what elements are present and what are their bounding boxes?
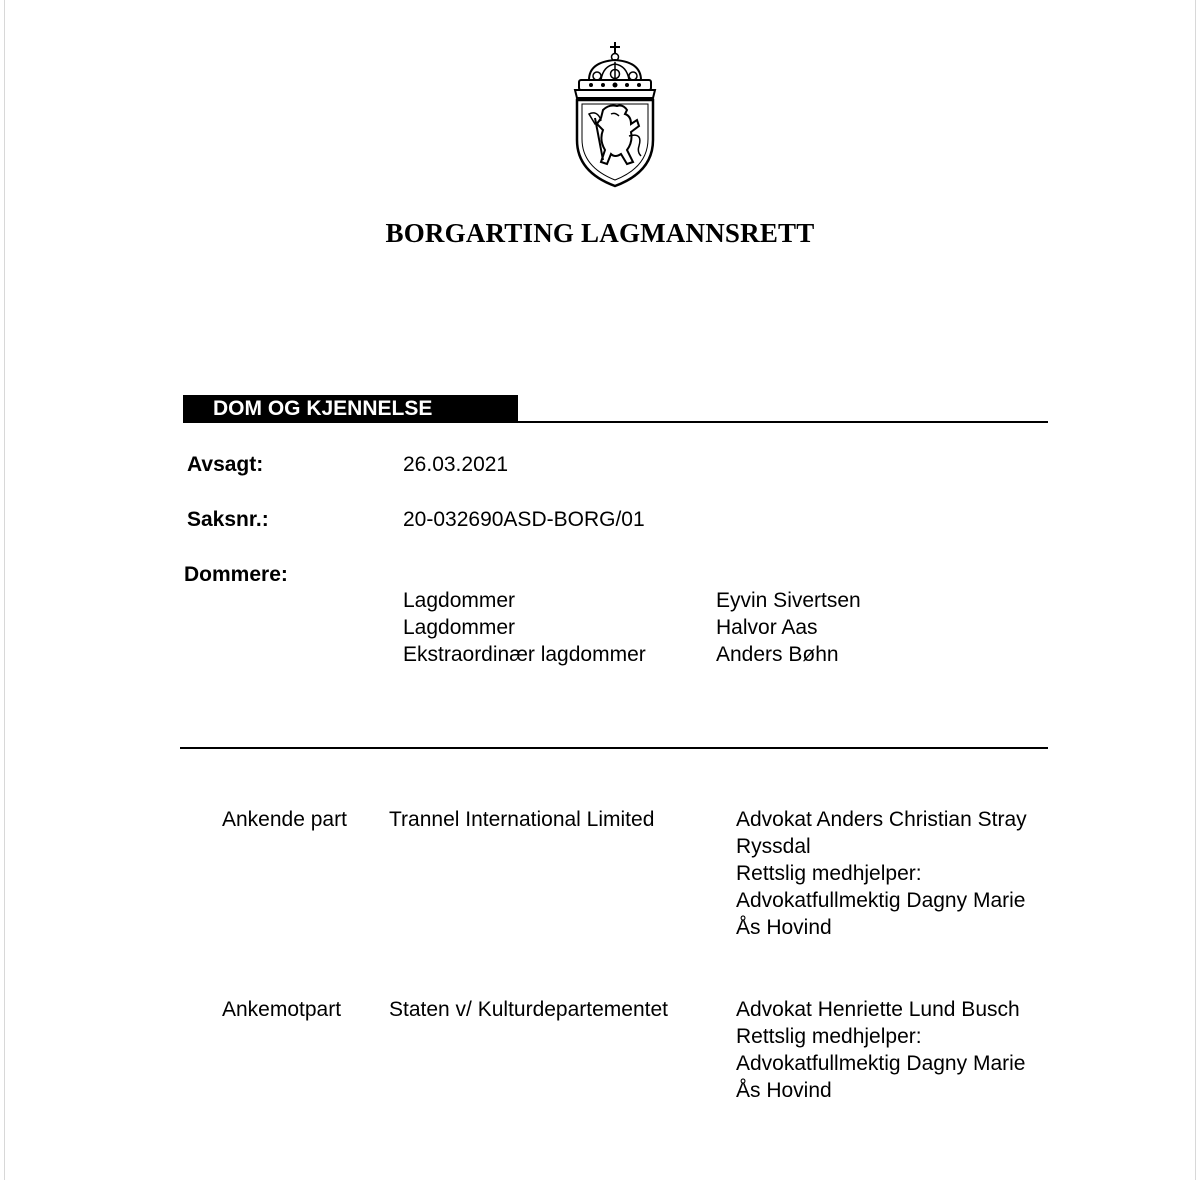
party-role: Ankende part [222,808,347,831]
page-edge-right [1195,0,1196,1180]
header-rule [183,421,1048,423]
document-type-header: DOM OG KJENNELSE [183,395,518,423]
page-edge-left [4,0,5,1180]
section-separator [180,747,1048,749]
case-number-label: Saksnr.: [187,508,269,531]
party-role: Ankemotpart [222,998,342,1021]
counsel-line: Advokatfullmektig Dagny Marie [736,1052,1026,1075]
judge-title: Lagdommer [403,589,516,612]
judge-name: Anders Bøhn [716,643,839,666]
judge-title: Lagdommer [403,616,516,639]
counsel-line: Ås Hovind [736,1079,832,1102]
party-counsel [736,806,1081,941]
judge-row [403,614,861,641]
counsel-line: Advokat Anders Christian Stray [736,808,1027,831]
court-name: BORGARTING LAGMANNSRETT [385,218,815,248]
party-counsel [736,996,1081,1104]
avsagt-date: 26.03.2021 [403,453,509,476]
judge-row [403,587,861,614]
party-name: Staten v/ Kulturdepartementet [389,998,668,1021]
counsel-line: Rettslig medhjelper: [736,1025,922,1048]
counsel-line: Advokatfullmektig Dagny Marie [736,889,1026,912]
counsel-line: Ryssdal [736,835,811,858]
counsel-line: Ås Hovind [736,916,832,939]
judge-name: Eyvin Sivertsen [716,589,861,612]
judges-list [403,587,861,668]
judge-name: Halvor Aas [716,616,818,639]
coat-of-arms-icon [567,40,663,188]
judges-label: Dommere: [184,563,288,586]
counsel-line: Advokat Henriette Lund Busch [736,998,1020,1021]
avsagt-label: Avsagt: [187,453,264,476]
judge-title: Ekstraordinær lagdommer [403,643,646,666]
counsel-line: Rettslig medhjelper: [736,862,922,885]
judge-row [403,641,861,668]
party-name: Trannel International Limited [389,808,655,831]
case-number: 20-032690ASD-BORG/01 [403,508,645,531]
